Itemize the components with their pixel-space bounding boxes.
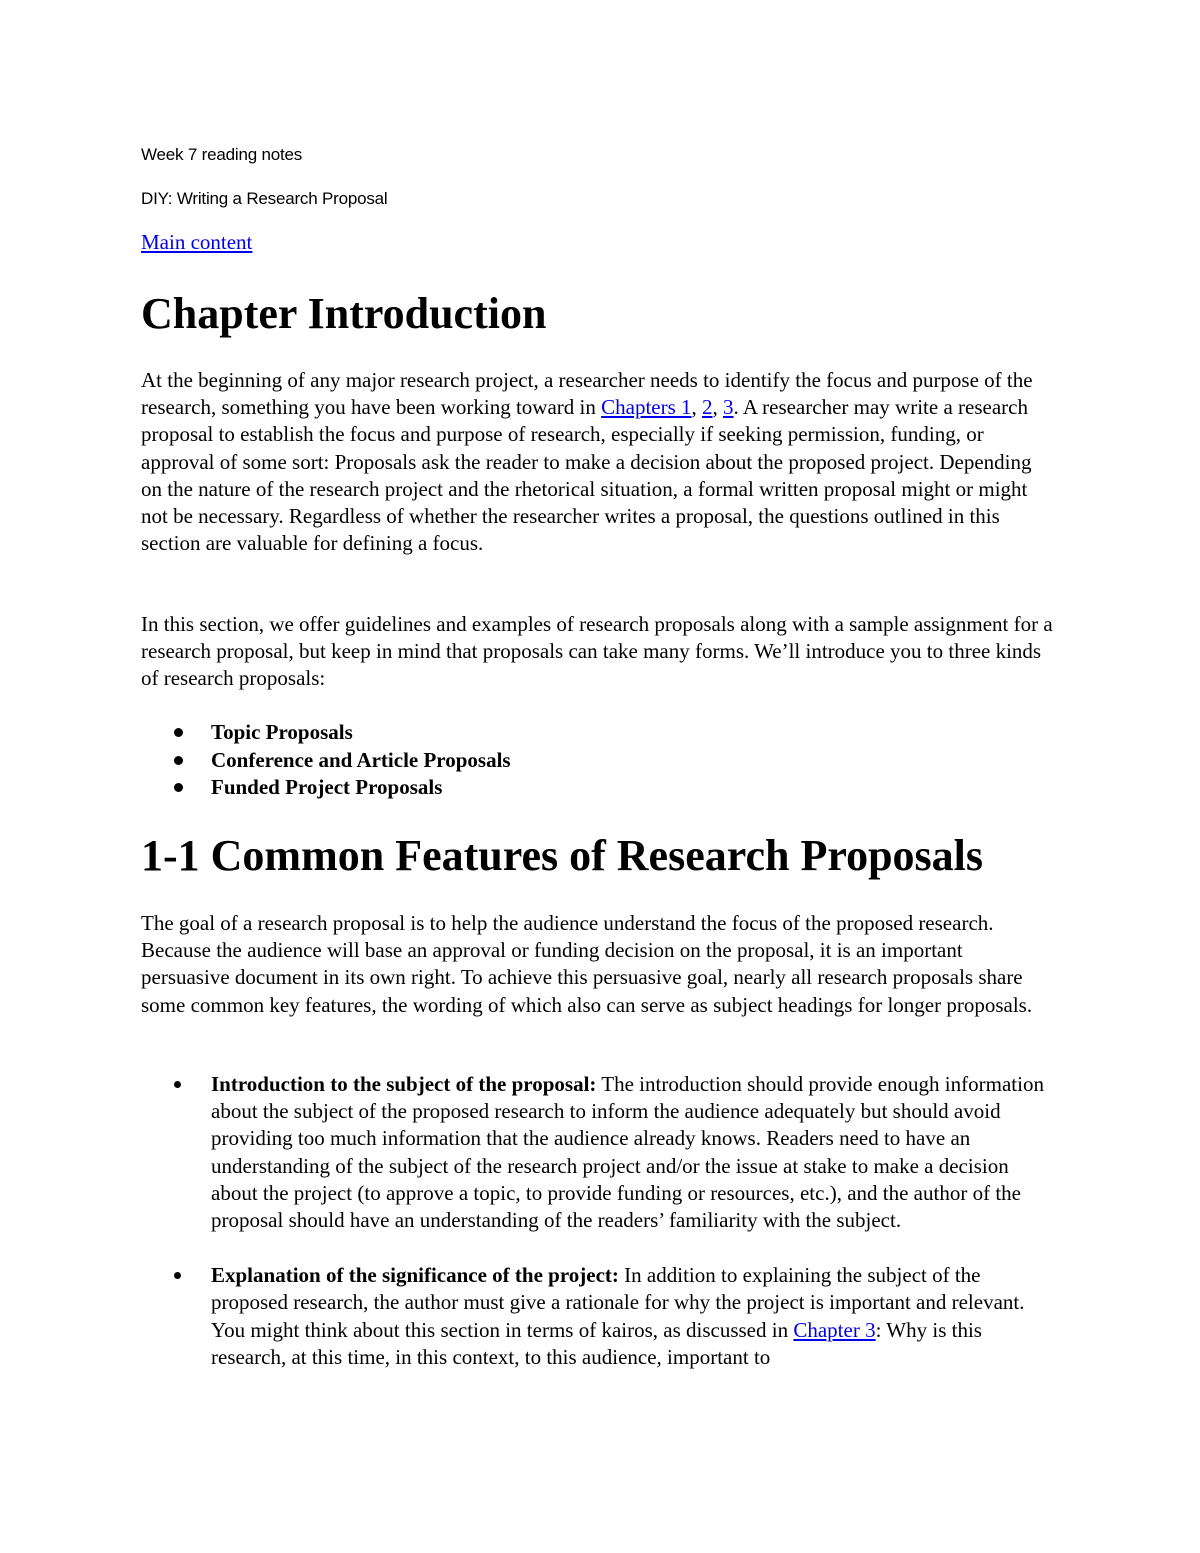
- chapter-2-link[interactable]: 2: [702, 395, 713, 420]
- intro-paragraph-1-text-b: . A researcher may write a research proposal to establish the focus and purpose of research, especially if seeking permission, funding, or approval of some sort: Proposals ask the reader to make a decision about the proposed project. Depending on the nature of the research project and the rhetorical situation, a formal written proposal might or might not be necessary. Regardless of whether the researcher writes a proposal, the questions outlined in this section are valuable for defining a focus.: [141, 395, 1032, 556]
- separator-2: ,: [712, 395, 724, 420]
- chapter-introduction-heading: Chapter Introduction: [141, 289, 547, 338]
- intro-paragraph-1-text-a: At the beginning of any major research project, a researcher needs to identify the focus and purpose of the research, something you have been working toward in: [141, 368, 1033, 420]
- common-features-paragraph: The goal of a research proposal is to help the audience understand the focus of the proposed research. Because the audience will base an approval or funding decision on the proposal, it is an important persuasive document in its own right. To achieve this persuasive goal, nearly all research proposals share some common key features, the wording of which also can serve as subject headings for longer proposals.: [141, 911, 1033, 1017]
- list-item: [141, 719, 511, 747]
- list-item-label: Conference and Article Proposals: [211, 747, 511, 772]
- feature-term: Explanation of the significance of the project:: [211, 1263, 619, 1288]
- list-item-label: Funded Project Proposals: [211, 775, 443, 799]
- week-title: Week 7 reading notes: [141, 145, 303, 164]
- list-item: [141, 1262, 1056, 1371]
- bullet-icon: [174, 783, 183, 792]
- proposal-kinds-list: [141, 719, 511, 802]
- main-content-link[interactable]: Main content: [141, 230, 253, 254]
- list-item: [141, 747, 511, 775]
- common-features-heading: 1-1 Common Features of Research Proposals: [141, 831, 984, 880]
- feature-text: The introduction should provide enough information about the subject of the proposed research to inform the audience adequately but should avoid providing too much information that the audience already knows. Readers need to have an understanding of the subject of the research project and/or the issue at stake to make a decision about the project (to approve a topic, to provide funding or resources, etc.), and the author of the proposal should have an understanding of the readers’ familiarity with the subject.: [211, 1072, 1044, 1233]
- bullet-icon: [174, 1081, 181, 1088]
- intro-paragraph-2: In this section, we offer guidelines and examples of research proposals along with a sample assignment for a research proposal, but keep in mind that proposals can take many forms. We’ll introduce you to three kinds of research proposals:: [141, 612, 1053, 691]
- feature-term: Introduction to the subject of the proposal:: [211, 1072, 597, 1096]
- list-item: [141, 774, 511, 802]
- separator-1: ,: [691, 395, 703, 420]
- diy-title: DIY: Writing a Research Proposal: [141, 189, 388, 208]
- chapters-1-link[interactable]: Chapters 1: [601, 395, 692, 420]
- chapter-3-link[interactable]: 3: [723, 395, 734, 420]
- bullet-icon: [174, 756, 183, 765]
- list-item: [141, 1071, 1056, 1234]
- bullet-icon: [174, 728, 183, 737]
- feature-text-continued: : Why is this research, at this time, in this context, to this audience, important to: [211, 1317, 982, 1369]
- features-list: [141, 1071, 1056, 1371]
- feature-text: In addition to explaining the subject of the proposed research, the author must give a rationale for why the project is important and relevant. You might think about this section in terms of kairos, as discussed in: [211, 1263, 1025, 1342]
- chapter-3-link[interactable]: Chapter 3: [793, 1317, 876, 1342]
- bullet-icon: [174, 1272, 181, 1279]
- list-item-label: Topic Proposals: [211, 720, 353, 744]
- intro-paragraph-1: [141, 367, 1056, 557]
